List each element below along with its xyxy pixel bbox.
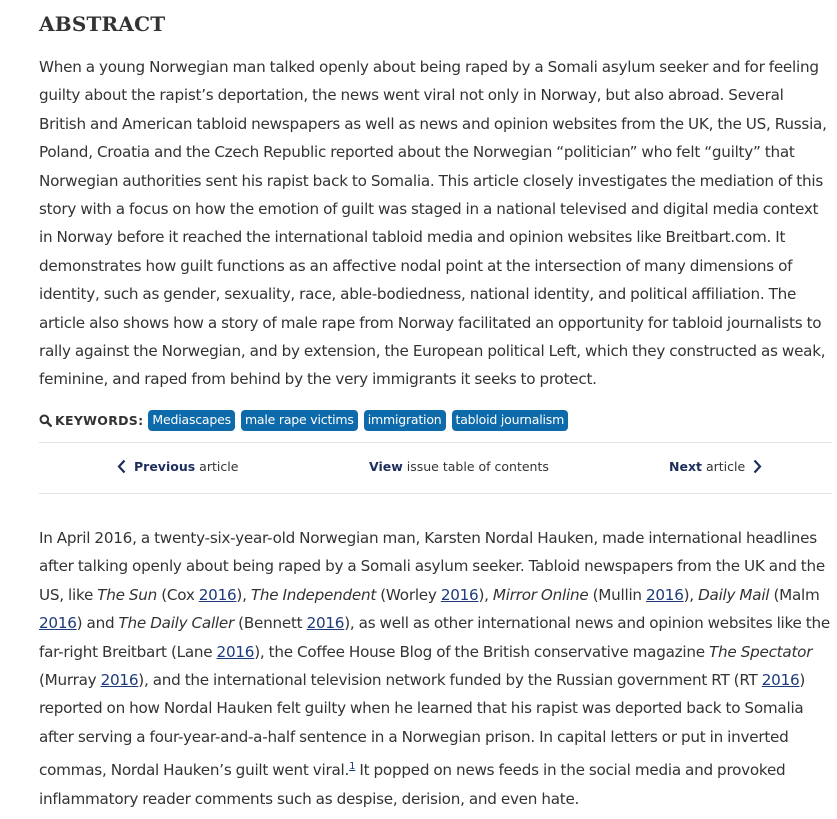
- keywords-row: [39, 410, 574, 431]
- abstract-heading: ABSTRACT: [39, 12, 166, 36]
- publication-name: The Spectator: [709, 642, 813, 661]
- citation-link[interactable]: 2016: [198, 585, 237, 604]
- citation-link[interactable]: 2016: [39, 614, 77, 633]
- publication-name: Daily Mail: [698, 585, 770, 604]
- keyword-tag[interactable]: Mediascapes: [148, 410, 235, 431]
- citation-link[interactable]: 2016: [100, 671, 139, 690]
- footnote-link[interactable]: 1: [349, 761, 356, 773]
- keyword-tag[interactable]: immigration: [364, 410, 446, 431]
- keyword-tag[interactable]: male rape victims: [241, 410, 358, 431]
- body-paragraph: In April 2016, a twenty-six-year-old Norwegian man, Karsten Nordal Hauken, made international headlines after talking openly about being raped by a Somali asylum seeker. Tabloid newspapers from the UK and the US, like The Sun (Cox 2016), The Independent (Worley 2016), Mirror Online (Mullin 2016), Daily Mail (Malm 2016) and The Daily Caller (Bennett 2016), as well as other international news and opinion websites like the far-right Breitbart (Lane 2016), the Coffee House Blog of the British conservative magazine The Spectator (Murray 2016), and the international television network funded by the Russian government RT (RT 2016) reported on how Nordal Hauken felt guilty when he learned that his rapist was deported back to Somalia after serving a four-year-and-a-half sentence in a Norwegian prison. In capital letters or put in inverted commas, Nordal Hauken’s guilt went viral.$^1$ It popped on news feeds in the social media and provoked inflammatory reader comments such as despise, derision, and even hate.: [39, 529, 830, 808]
- abstract-text: When a young Norwegian man talked openly about being raped by a Somali asylum seeker and for feeling guilty about the rapist’s deportation, the news went viral not only in Norway, but also abroad. Several British and American tabloid newspapers as well as news and opinion websites from the UK, the US, Russia, Poland, Croatia and the Czech Republic reported about the Norwegian “politician” who felt “guilty” that Norwegian authorities sent his rapist back to Somalia. This article closely investigates the mediation of this story with a focus on how the emotion of guilt was staged in a national televised and digital media context in Norway before it reached the international tabloid media and opinion websites like Breitbart.com. It demonstrates how guilt functions as an affective nodal point at the intersection of many dimensions of identity, such as gender, sexuality, race, able-bodiedness, national identity, and political affiliation. The article also shows how a story of male rape from Norway facilitated an opportunity for tabloid journalists to rally against the Norwegian, and by extension, the European political Left, which they constructed as weak, feminine, and raped from behind by the very immigrants it seeks to protect.: [39, 58, 827, 389]
- citation-link[interactable]: 2016: [216, 642, 255, 661]
- keywords-label: KEYWORDS:: [39, 413, 143, 428]
- issue-toc-link[interactable]: View issue table of contents: [369, 459, 549, 474]
- chevron-left-icon: [117, 459, 126, 474]
- next-article-link[interactable]: Next article: [669, 459, 770, 474]
- search-icon: [39, 414, 52, 427]
- chevron-right-icon: [753, 459, 762, 474]
- publication-name: Mirror Online: [492, 585, 589, 604]
- article-navigation: [39, 442, 832, 494]
- citation-link[interactable]: 2016: [440, 585, 479, 604]
- citation-link[interactable]: 2016: [761, 671, 800, 690]
- previous-article-link[interactable]: Previous article: [117, 459, 238, 474]
- citation-link[interactable]: 2016: [645, 585, 684, 604]
- publication-name: The Daily Caller: [118, 614, 234, 633]
- publication-name: The Sun: [97, 585, 158, 604]
- citation-link[interactable]: 2016: [306, 614, 345, 633]
- keyword-tag[interactable]: tabloid journalism: [452, 410, 569, 431]
- publication-name: The Independent: [250, 585, 377, 604]
